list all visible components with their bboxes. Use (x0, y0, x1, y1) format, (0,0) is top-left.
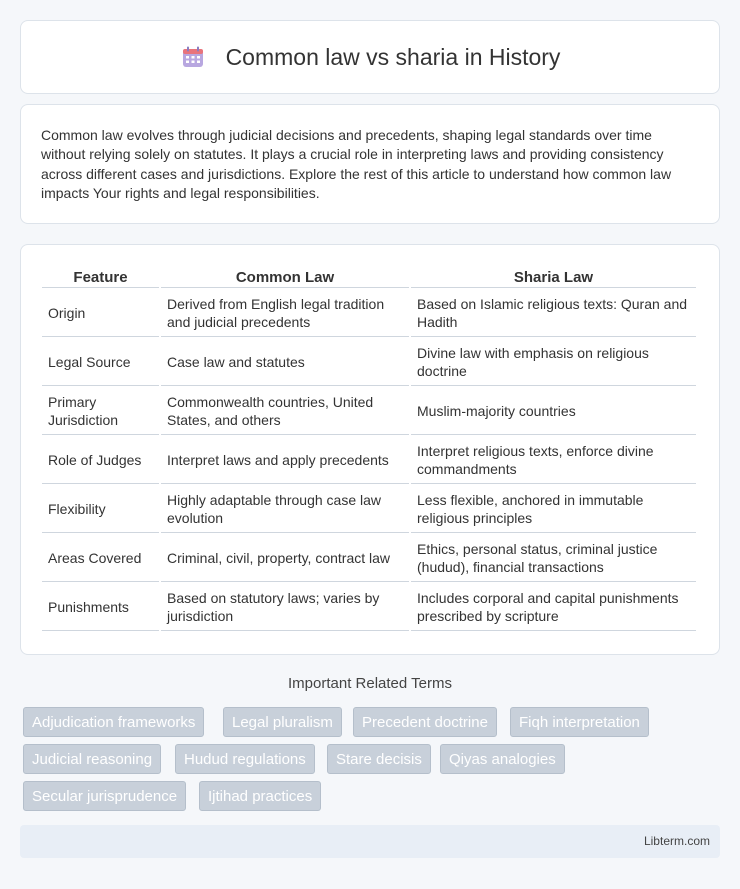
feature-cell: Origin (42, 290, 159, 337)
common-law-cell: Case law and statutes (161, 339, 409, 386)
feature-cell: Role of Judges (42, 437, 159, 484)
intro-card (20, 104, 720, 224)
table-row (42, 584, 696, 631)
common-law-cell: Derived from English legal tradition and judicial precedents (161, 290, 409, 337)
related-term-tag[interactable]: Ijtihad practices (199, 781, 321, 811)
table-row (42, 388, 696, 435)
table-row (42, 290, 696, 337)
feature-cell: Primary Jurisdiction (42, 388, 159, 435)
sharia-law-cell: Divine law with emphasis on religious doctrine (411, 339, 696, 386)
column-header-sharia-law: Sharia Law (411, 266, 696, 288)
column-header-common-law: Common Law (161, 266, 409, 288)
header-card (20, 20, 720, 94)
sharia-law-cell: Interpret religious texts, enforce divine commandments (411, 437, 696, 484)
common-law-cell: Based on statutory laws; varies by jurisdiction (161, 584, 409, 631)
intro-text: Common law evolves through judicial decisions and precedents, shaping legal standards over time without relying solely on statutes. It plays a crucial role in interpreting laws and providing consistency across different cases and jurisdictions. Explore the rest of this article to understand how common law impacts Your rights and legal responsibilities. (41, 127, 672, 201)
table-row (42, 486, 696, 533)
table-header-row (42, 266, 696, 288)
footer-site-link[interactable]: Libterm.com (643, 834, 710, 848)
related-term-tag[interactable]: Adjudication frameworks (23, 707, 204, 737)
common-law-cell: Interpret laws and apply precedents (161, 437, 409, 484)
common-law-cell: Highly adaptable through case law evolution (161, 486, 409, 533)
sharia-law-cell: Ethics, personal status, criminal justice (hudud), financial transactions (411, 535, 696, 582)
column-header-feature: Feature (42, 266, 159, 288)
related-term-tag[interactable]: Legal pluralism (223, 707, 342, 737)
sharia-law-cell: Less flexible, anchored in immutable religious principles (411, 486, 696, 533)
common-law-cell: Commonwealth countries, United States, and others (161, 388, 409, 435)
related-terms-title: Important Related Terms (288, 675, 452, 692)
related-term-tag[interactable]: Qiyas analogies (440, 744, 565, 774)
feature-cell: Punishments (42, 584, 159, 631)
table-row (42, 535, 696, 582)
sharia-law-cell: Muslim-majority countries (411, 388, 696, 435)
table-row (42, 437, 696, 484)
table-row (42, 339, 696, 386)
related-term-tag[interactable]: Precedent doctrine (353, 707, 497, 737)
calendar-icon (180, 44, 206, 70)
sharia-law-cell: Based on Islamic religious texts: Quran and Hadith (411, 290, 696, 337)
feature-cell: Areas Covered (42, 535, 159, 582)
related-term-tag[interactable]: Secular jurisprudence (23, 781, 186, 811)
feature-cell: Legal Source (42, 339, 159, 386)
comparison-table-card (20, 244, 720, 655)
comparison-table (40, 264, 698, 633)
footer (20, 825, 720, 858)
related-term-tag[interactable]: Judicial reasoning (23, 744, 161, 774)
page-title: Common law vs sharia in History (225, 43, 561, 70)
related-term-tag[interactable]: Stare decisis (327, 744, 431, 774)
sharia-law-cell: Includes corporal and capital punishments prescribed by scripture (411, 584, 696, 631)
feature-cell: Flexibility (42, 486, 159, 533)
related-term-tag[interactable]: Hudud regulations (175, 744, 315, 774)
related-term-tag[interactable]: Fiqh interpretation (510, 707, 649, 737)
common-law-cell: Criminal, civil, property, contract law (161, 535, 409, 582)
